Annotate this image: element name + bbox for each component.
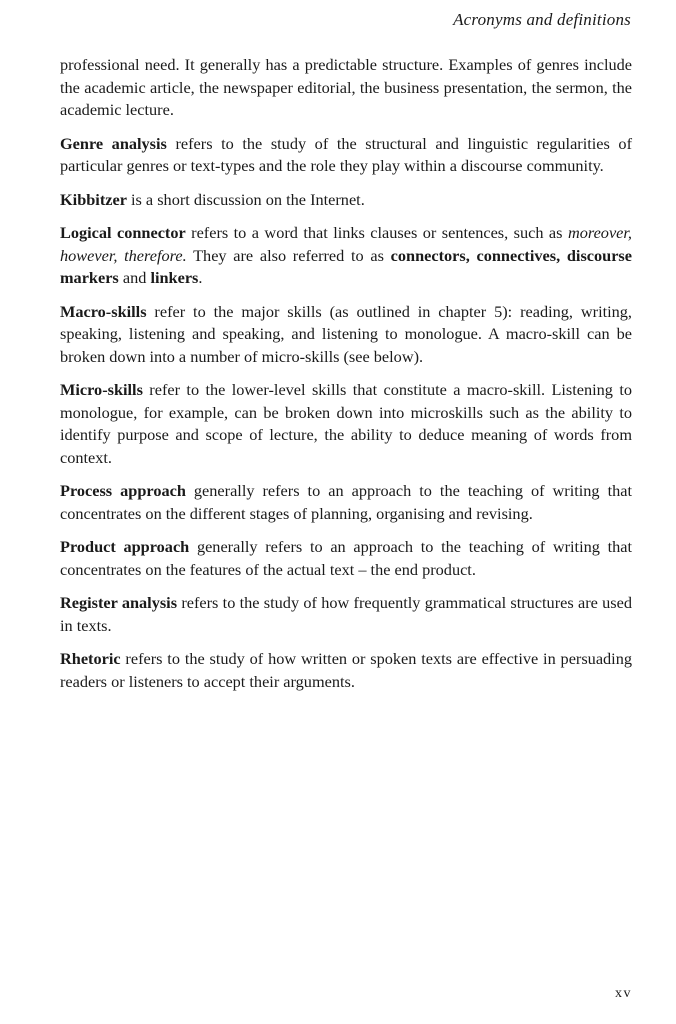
definition-micro-skills bbox=[60, 379, 632, 469]
definition-text: is a short discussion on the Internet. bbox=[126, 189, 365, 209]
definition-product-approach bbox=[60, 536, 632, 581]
definition-text: refer to the lower-level skills that constitute a macro-skill. Listening to monologue, for example, can be broken down into microskills such as the ability to identify purpose and scope of lecture, the ability to deduce meaning of words from context. bbox=[60, 380, 632, 467]
definition-text: They are also referred to as bbox=[186, 245, 391, 265]
definitions-body bbox=[60, 54, 632, 704]
definition-term: Micro-skills bbox=[60, 380, 143, 399]
definition-kibbitzer bbox=[60, 189, 632, 212]
definition-synonyms: linkers bbox=[150, 268, 199, 287]
definition-text: and bbox=[118, 268, 151, 287]
definition-text: . bbox=[198, 268, 203, 287]
definition-term: Logical connector bbox=[60, 223, 186, 242]
definition-logical-connector bbox=[60, 222, 632, 290]
definition-term: Register analysis bbox=[60, 593, 178, 612]
definition-text: refers to a word that links clauses or sentences, such as bbox=[185, 223, 568, 242]
definition-genre-analysis bbox=[60, 133, 632, 178]
definition-text: professional need. It generally has a predictable structure. Examples of genres include the academic article, the newspaper editorial, the business presentation, the sermon, the academic lecture. bbox=[60, 55, 632, 119]
definition-synonyms: connectors, connectives, discourse markers bbox=[60, 245, 632, 287]
definition-term: Macro-skills bbox=[60, 301, 147, 321]
definition-register-analysis bbox=[60, 592, 632, 637]
definition-process-approach bbox=[60, 480, 632, 525]
definition-term: Product approach bbox=[60, 537, 190, 556]
definition-term: Process approach bbox=[60, 481, 186, 500]
definition-rhetoric bbox=[60, 648, 632, 693]
definition-text: generally refers to an approach to the teaching of writing that concentrates on the features of the actual text – the end product. bbox=[60, 537, 632, 579]
definition-term: Rhetoric bbox=[60, 649, 121, 668]
definition-term: Genre analysis bbox=[60, 133, 167, 153]
definition-term: Kibbitzer bbox=[60, 189, 127, 209]
definition-examples: moreover, however, therefore. bbox=[60, 223, 633, 265]
running-head: Acronyms and definitions bbox=[453, 10, 631, 29]
definition-macro-skills bbox=[60, 301, 632, 369]
definition-text: refers to the study of how written or spoken texts are effective in persuading readers or listeners to accept their arguments. bbox=[60, 649, 632, 691]
definition-text: refers to the study of how frequently grammatical structures are used in texts. bbox=[60, 593, 632, 635]
definition-continuation bbox=[60, 54, 632, 122]
definition-text: refers to the study of the structural and linguistic regularities of particular genres or text-types and the role they play within a discourse community. bbox=[60, 133, 632, 175]
definition-text: refer to the major skills (as outlined in chapter 5): reading, writing, speaking, listening and speaking, and listening to monologue. A macro-skill can be broken down into a number of micro-skills (see below). bbox=[60, 301, 632, 366]
page-number: xv bbox=[615, 986, 632, 1001]
definition-text: generally refers to an approach to the teaching of writing that concentrates on the different stages of planning, organising and revising. bbox=[60, 481, 632, 523]
